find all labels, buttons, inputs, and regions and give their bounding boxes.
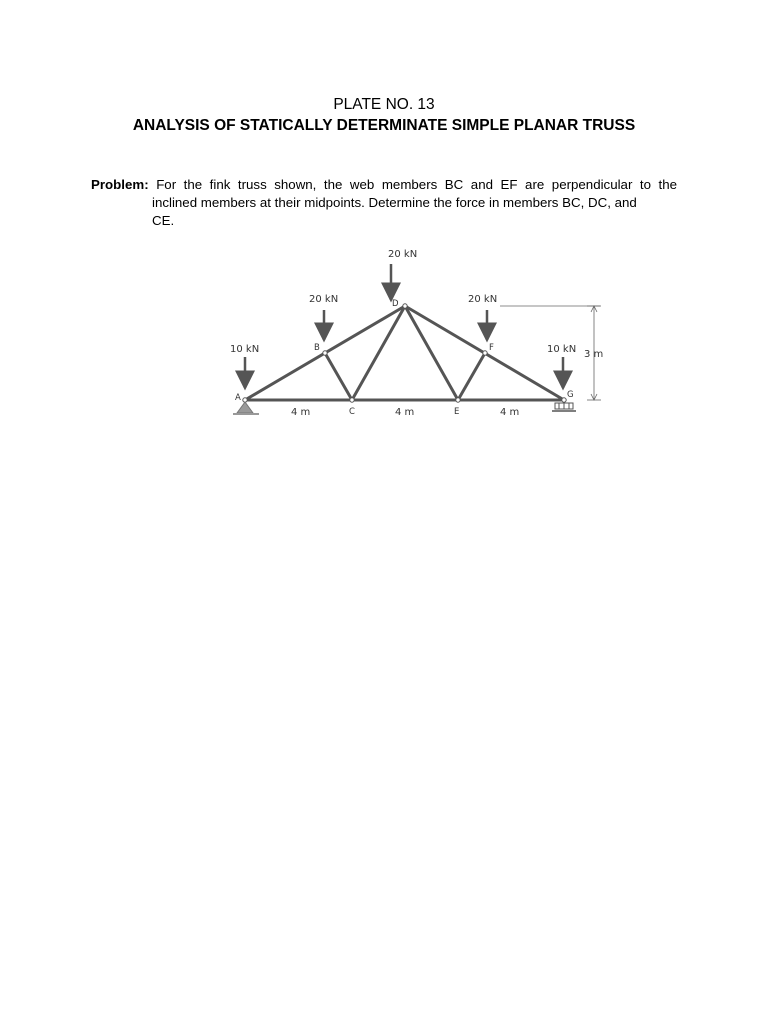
plate-number: PLATE NO. 13 <box>333 96 435 113</box>
height-label: 3 m <box>584 349 604 360</box>
span-label-1: 4 m <box>291 407 311 418</box>
joint-E <box>456 398 460 402</box>
page-title: ANALYSIS OF STATICALLY DETERMINATE SIMPLE PLANAR TRUSS <box>132 117 636 134</box>
member-EF <box>458 353 485 400</box>
problem-line-2: inclined members at their midpoints. Determine the force in members BC, DC, and <box>152 195 637 210</box>
problem-text-1: For the fink truss shown, the web members BC and EF are perpendicular to the <box>156 177 678 192</box>
node-label-B: B <box>314 343 320 353</box>
problem-label: Problem: <box>91 177 149 192</box>
load-label-A: 10 kN <box>230 344 260 355</box>
joint-B <box>323 351 327 355</box>
pin-support <box>233 402 259 414</box>
node-label-E: E <box>454 407 460 417</box>
joint-D <box>403 304 407 308</box>
problem-statement <box>91 176 677 230</box>
joint-C <box>350 398 354 402</box>
joint-F <box>483 351 487 355</box>
truss-diagram <box>225 242 610 422</box>
truss-figure <box>225 242 610 422</box>
node-label-F: F <box>489 343 494 353</box>
load-label-D: 20 kN <box>388 249 418 260</box>
joint-G <box>562 398 566 402</box>
node-label-G: G <box>567 390 574 400</box>
span-label-2: 4 m <box>395 407 415 418</box>
node-label-C: C <box>349 407 355 417</box>
truss-joints <box>243 304 566 402</box>
node-label-D: D <box>392 299 399 309</box>
problem-line-3: CE. <box>152 213 175 228</box>
member-BC <box>325 353 352 400</box>
truss-members <box>245 306 564 400</box>
load-label-G: 10 kN <box>547 344 577 355</box>
load-label-F: 20 kN <box>468 294 498 305</box>
problem-line-1 <box>91 176 677 194</box>
roller-support <box>552 403 576 411</box>
node-label-A: A <box>235 393 241 403</box>
load-label-B: 20 kN <box>309 294 339 305</box>
load-arrows <box>245 264 563 388</box>
title-block <box>0 94 768 136</box>
span-label-3: 4 m <box>500 407 520 418</box>
